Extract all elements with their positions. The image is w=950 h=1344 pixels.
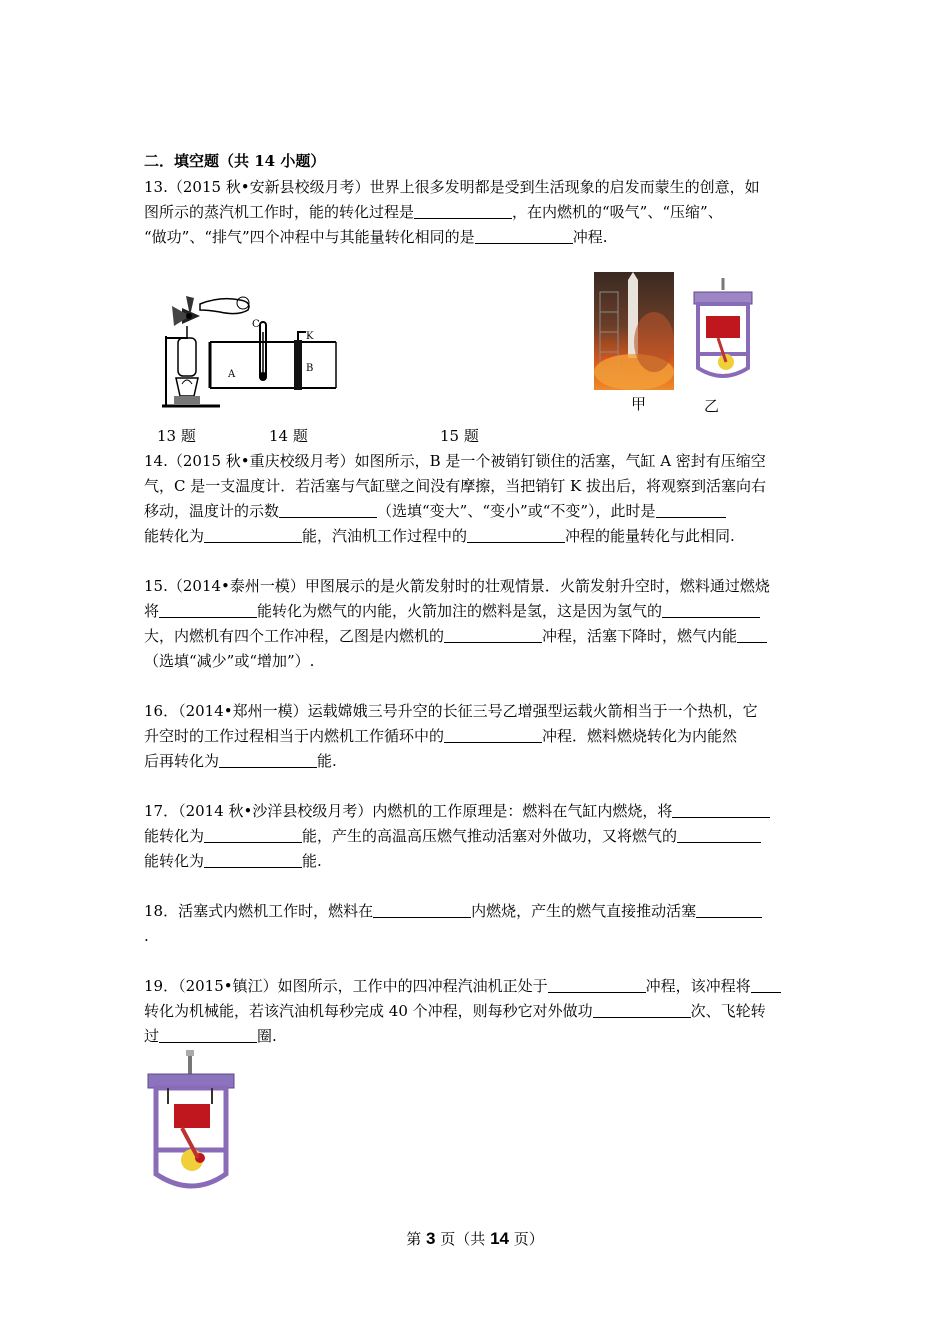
page-footer: 第 3 页（共 14 页）	[406, 1229, 544, 1248]
engine-cylinder-figure-15	[688, 276, 758, 386]
q13-line2: 图所示的蒸汽机工作时，能的转化过程是 ，在内燃机的“吸气”、“压缩”、	[144, 203, 723, 221]
answer-blank[interactable]	[159, 602, 257, 618]
q14-line2: 气，C 是一支温度计．若活塞与气缸壁之间没有摩擦，当把销钉 K 拔出后，将观察到活塞向右	[144, 477, 766, 495]
q13-line3: “做功”、“排气”四个冲程中与其能量转化相同的是 冲程.	[144, 228, 608, 246]
total-pages: 14	[490, 1229, 509, 1248]
answer-blank[interactable]	[159, 1027, 257, 1043]
answer-blank[interactable]	[204, 527, 302, 543]
q15-line3: 大，内燃机有四个工作冲程，乙图是内燃机的 冲程，活塞下降时，燃气内能	[144, 627, 767, 645]
q15-line2: 将 能转化为燃气的内能，火箭加注的燃料是氢，这是因为氢气的	[144, 602, 760, 620]
answer-blank[interactable]	[751, 977, 781, 993]
answer-blank[interactable]	[548, 977, 646, 993]
answer-blank[interactable]	[662, 602, 760, 618]
q17-line2: 能转化为 能，产生的高温高压燃气推动活塞对外做功，又将燃气的	[144, 827, 761, 845]
answer-blank[interactable]	[279, 502, 377, 518]
answer-blank[interactable]	[696, 902, 762, 918]
q14-line4: 能转化为 能，汽油机工作过程中的 冲程的能量转化与此相同.	[144, 527, 735, 545]
q19-line1: 19．（2015•镇江）如图所示，工作中的四冲程汽油机正处于 冲程，该冲程将	[144, 977, 781, 995]
answer-blank[interactable]	[204, 827, 302, 843]
q13-line1: 13.（2015 秋•安新县校级月考）世界上很多发明都是受到生活现象的启发而蒙生的创意，如	[144, 178, 760, 196]
q17-line1: 17．（2014 秋•沙洋县校级月考）内燃机的工作原理是：燃料在气缸内燃烧，将	[144, 802, 770, 820]
q14-line3: 移动，温度计的示数 （选填“变大”、“变小”或“不变”），此时是	[144, 502, 726, 520]
q17-line3: 能转化为 能.	[144, 852, 322, 870]
q19-line2: 转化为机械能，若该汽油机每秒完成 40 个冲程，则每秒它对外做功 次、飞轮转	[144, 1002, 766, 1020]
answer-blank[interactable]	[219, 752, 317, 768]
rocket-launch-photo	[594, 272, 674, 390]
answer-blank[interactable]	[467, 527, 565, 543]
answer-blank[interactable]	[204, 852, 302, 868]
answer-blank[interactable]	[373, 902, 471, 918]
caption-q15: 15 题	[440, 427, 479, 445]
answer-blank[interactable]	[414, 203, 512, 219]
q19-line3: 过 圈.	[144, 1027, 277, 1045]
q14-line1: 14.（2015 秋•重庆校级月考）如图所示，B 是一个被销钉锁住的活塞，气缸 A 密封有压缩空	[144, 452, 766, 470]
q16-line3: 后再转化为 能.	[144, 752, 337, 770]
q18-line2: .	[144, 927, 149, 945]
label-c: C	[252, 319, 260, 330]
label-a: A	[228, 369, 236, 380]
current-page-number: 3	[426, 1229, 436, 1248]
label-yi: 乙	[704, 397, 720, 415]
answer-blank[interactable]	[593, 1002, 691, 1018]
label-b: B	[306, 363, 314, 374]
section-heading: 二．填空题（共 14 小题）	[144, 152, 326, 170]
label-jia: 甲	[631, 395, 647, 413]
answer-blank[interactable]	[672, 802, 770, 818]
answer-blank[interactable]	[737, 627, 767, 643]
caption-q13: 13 题	[157, 427, 196, 445]
answer-blank[interactable]	[444, 627, 542, 643]
q18-line1: 18．活塞式内燃机工作时，燃料在 内燃烧，产生的燃气直接推动活塞	[144, 902, 762, 920]
answer-blank[interactable]	[677, 827, 761, 843]
answer-blank[interactable]	[475, 228, 573, 244]
q15-line1: 15.（2014•泰州一模）甲图展示的是火箭发射时的壮观情景．火箭发射升空时，燃料通过燃烧	[144, 577, 770, 595]
engine-cylinder-figure-19	[146, 1048, 238, 1194]
q15-line4: （选填“减少”或“增加”）.	[144, 652, 315, 670]
answer-blank[interactable]	[444, 727, 542, 743]
q16-line2: 升空时的工作过程相当于内燃机工作循环中的 冲程．燃料燃烧转化为内能然	[144, 727, 738, 745]
answer-blank[interactable]	[656, 502, 726, 518]
label-k: K	[306, 331, 314, 342]
q16-line1: 16．（2014•郑州一模）运载嫦娥三号升空的长征三号乙增强型运载火箭相当于一个热机，它	[144, 702, 758, 720]
caption-q14: 14 题	[269, 427, 308, 445]
